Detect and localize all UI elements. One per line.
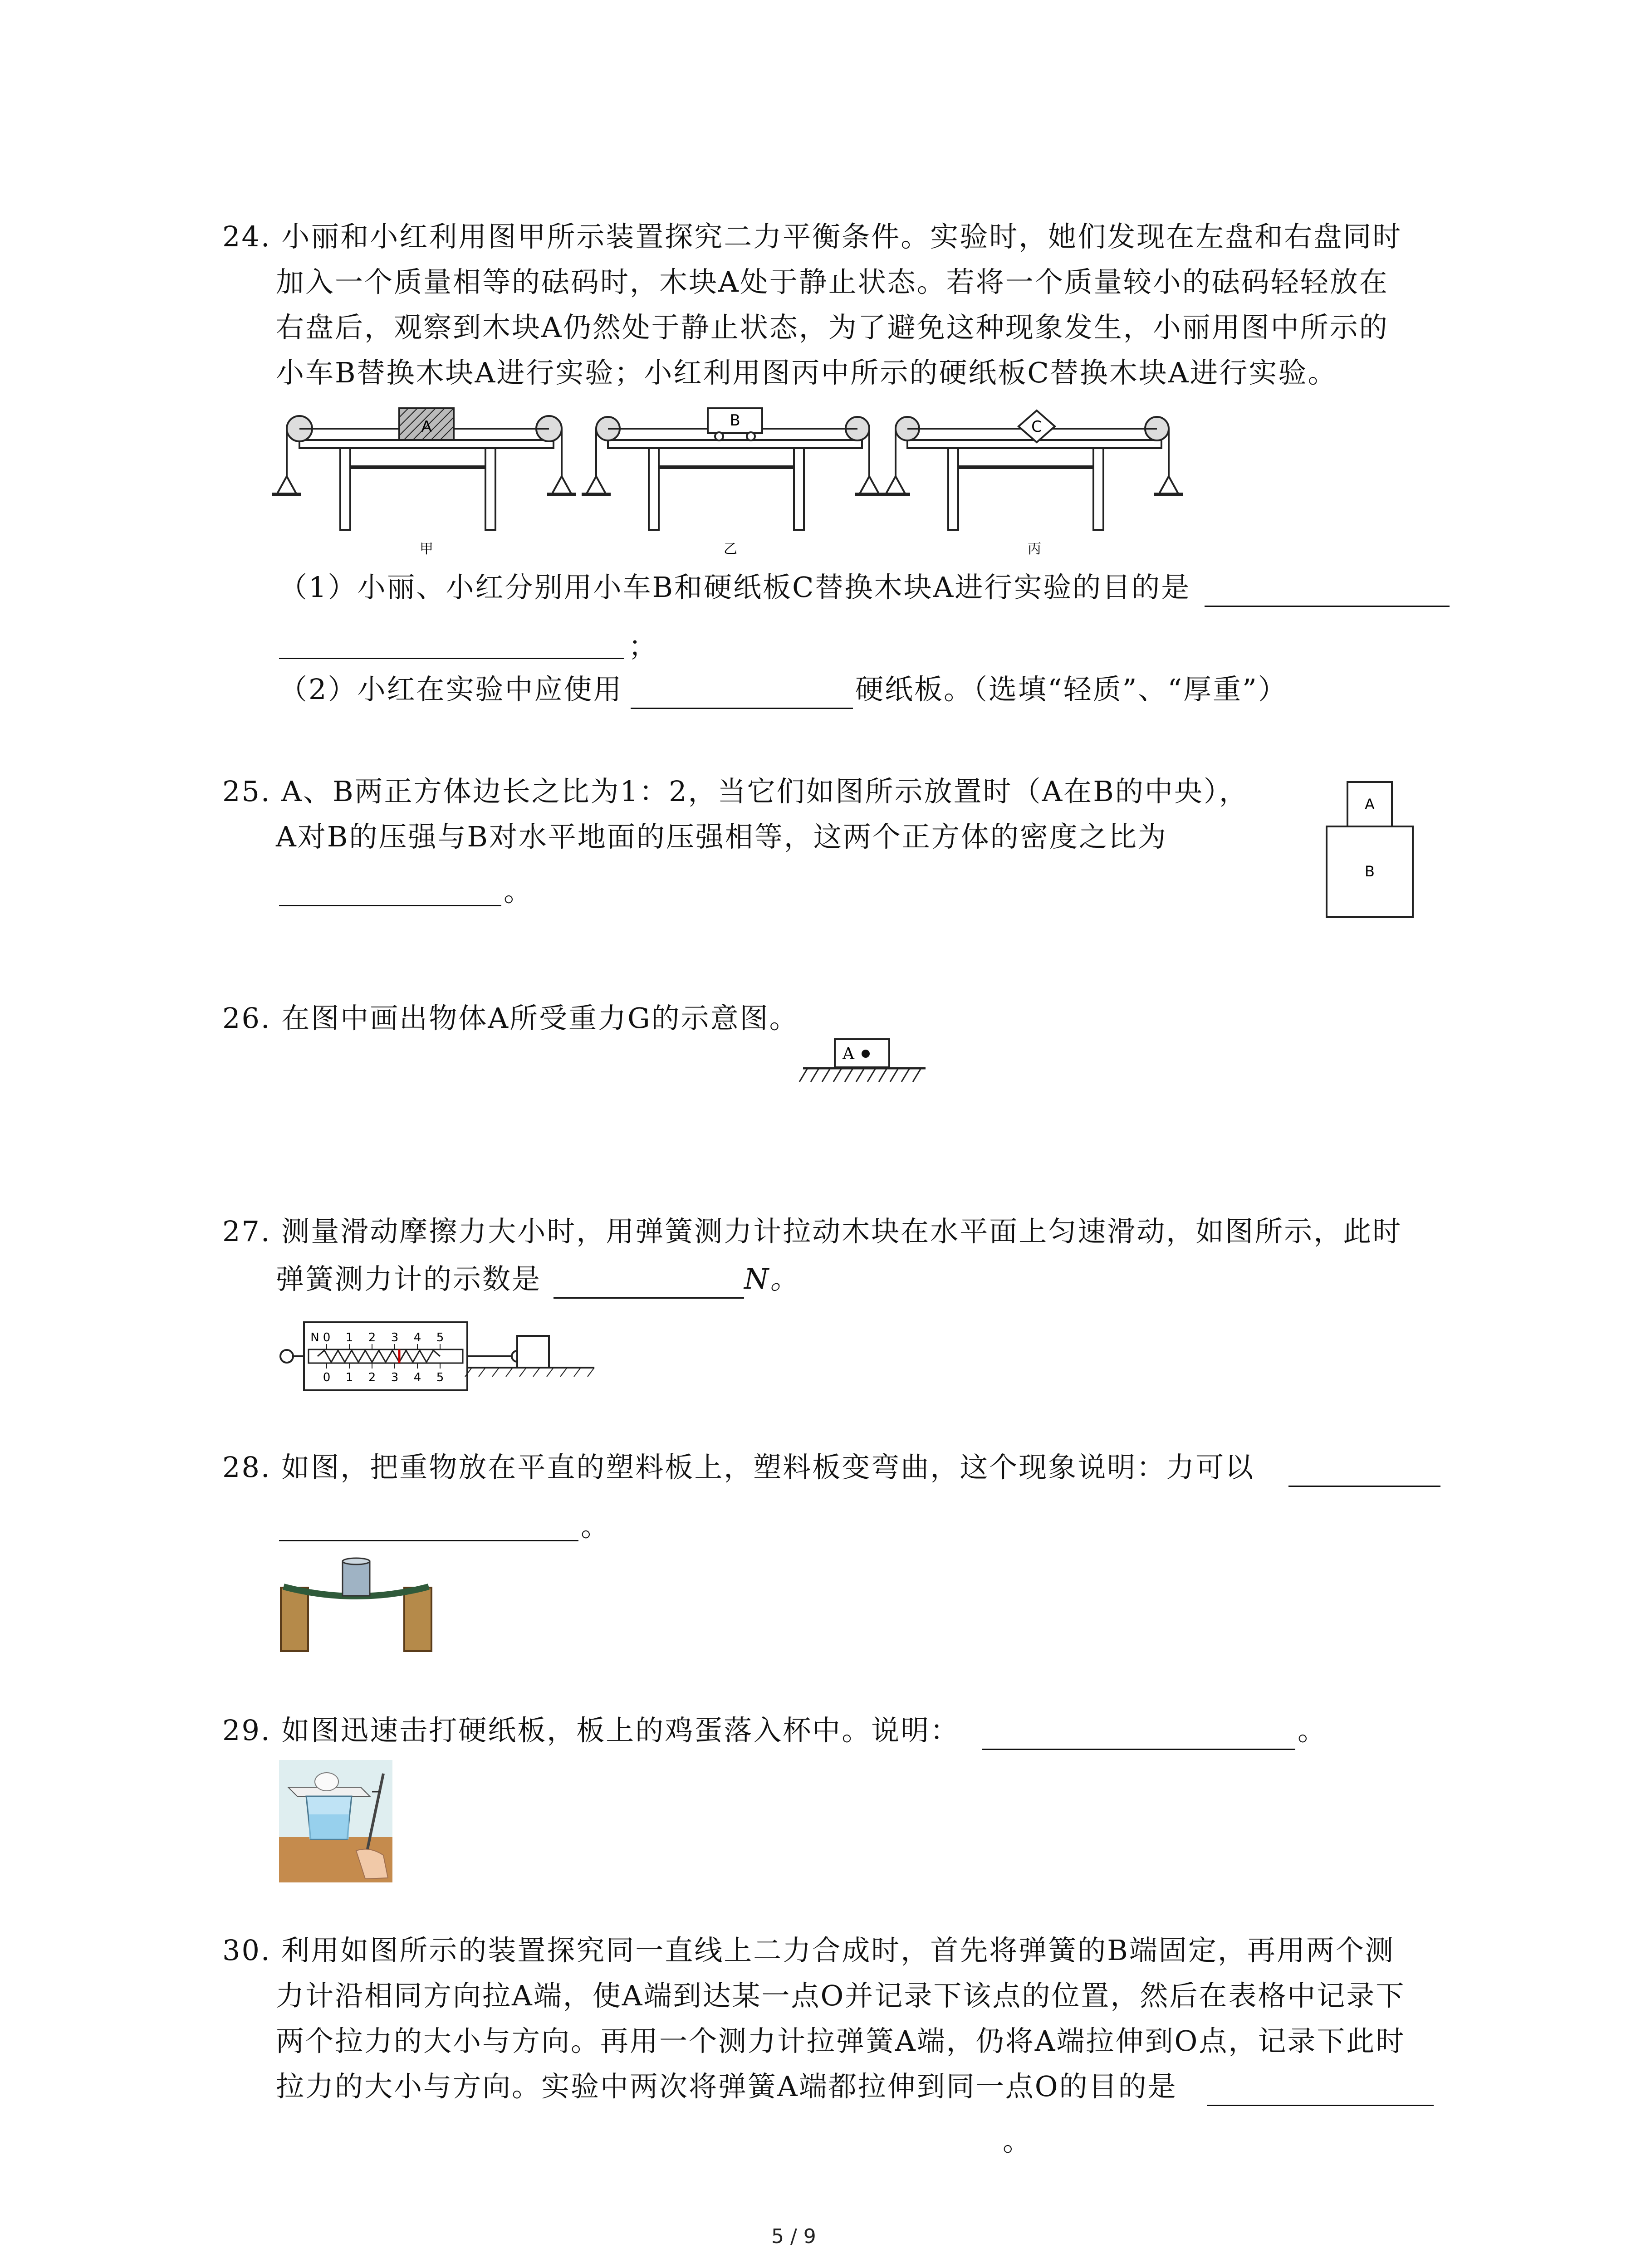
q27-unit: N。 — [744, 1262, 800, 1295]
q24-line3: 右盘后，观察到木块A仍然处于静止状态，为了避免这种现象发生，小丽用图中所示的 — [276, 311, 1389, 344]
q24-figure — [272, 399, 1202, 562]
q29-figure — [279, 1760, 392, 1882]
scale-top-3: 3 — [391, 1331, 399, 1344]
q30-answer-blank[interactable] — [1207, 2105, 1434, 2106]
scale-bottom-4: 4 — [413, 1371, 421, 1384]
q24-line4: 小车B替换木块A进行实验；小红利用图丙中所示的硬纸板C替换木块A进行实验。 — [276, 356, 1337, 389]
q28-answer-blank-2[interactable] — [279, 1540, 578, 1541]
scale-bottom-0: 0 — [323, 1371, 331, 1384]
q26-line1: 26. 在图中画出物体A所受重力G的示意图。 — [222, 1002, 799, 1035]
scale-top-4: 4 — [413, 1331, 421, 1344]
q30-line2: 力计沿相同方向拉A端，使A端到达某一点O并记录下该点的位置，然后在表格中记录下 — [276, 1979, 1406, 2012]
scale-top-5: 5 — [436, 1331, 444, 1344]
q28-line1: 28. 如图，把重物放在平直的塑料板上，塑料板变弯曲，这个现象说明：力可以 — [222, 1451, 1255, 1484]
q25-answer-blank[interactable] — [279, 905, 501, 906]
scale-bottom-1: 1 — [345, 1371, 353, 1384]
q24-line1: 24. 小丽和小红利用图甲所示装置探究二力平衡条件。实验时，她们发现在左盘和右盘同时 — [222, 220, 1402, 253]
q24-sub1-answer-blank[interactable] — [1205, 606, 1450, 607]
object-a-label: A — [843, 1045, 854, 1063]
q27-answer-blank[interactable] — [554, 1297, 744, 1299]
q27-line1: 27. 测量滑动摩擦力大小时，用弹簧测力计拉动木块在水平面上匀速滑动，如图所示，此时 — [222, 1215, 1402, 1248]
q29-line1: 29. 如图迅速击打硬纸板，板上的鸡蛋落入杯中。说明： — [222, 1714, 960, 1747]
q30-line3: 两个拉力的大小与方向。再用一个测力计拉弹簧A端，仍将A端拉伸到O点，记录下此时 — [276, 2024, 1406, 2058]
cube-a-label: A — [1365, 796, 1375, 813]
q25-line1: 25. A、B两正方体边长之比为1：2，当它们如图所示放置时（A在B的中央）， — [222, 775, 1249, 808]
q24-sub1: （1）小丽、小红分别用小车B和硬纸板C替换木块A进行实验的目的是 — [279, 571, 1191, 604]
scale-bottom-2: 2 — [368, 1371, 376, 1384]
cube-b-label: B — [1365, 863, 1375, 880]
heavy-weight — [343, 1561, 370, 1596]
q28-end: 。 — [581, 1510, 611, 1543]
q27-line2-pre: 弹簧测力计的示数是 — [276, 1262, 542, 1295]
fig-label-jia: 甲 — [420, 541, 433, 557]
q25-end: 。 — [504, 875, 534, 908]
q25-figure — [1325, 780, 1416, 921]
scale-top-2: 2 — [368, 1331, 376, 1344]
page-number: 5 / 9 — [771, 2225, 816, 2248]
q29-end: 。 — [1298, 1714, 1327, 1747]
q27-spring-scale-figure — [277, 1313, 599, 1390]
q26-figure — [803, 1036, 926, 1086]
q25-line2: A对B的压强与B对水平地面的压强相等，这两个正方体的密度之比为 — [276, 820, 1167, 853]
q24-sub1-end: ； — [628, 630, 658, 663]
scale-unit-label: N — [310, 1331, 319, 1344]
q24-sub2-answer-blank[interactable] — [631, 708, 853, 709]
egg — [315, 1773, 338, 1791]
q24-sub2-pre: （2）小红在实验中应使用 — [279, 673, 623, 706]
scale-bottom-5: 5 — [436, 1371, 444, 1384]
q29-answer-blank[interactable] — [982, 1749, 1295, 1750]
scale-top-0: 0 — [323, 1331, 331, 1344]
wooden-block — [517, 1336, 549, 1368]
q28-answer-blank[interactable] — [1288, 1486, 1440, 1487]
cart-b-label: B — [730, 411, 740, 430]
q24-sub1-answer-blank-2[interactable] — [279, 658, 624, 659]
left-support — [281, 1588, 308, 1651]
scale-top-1: 1 — [345, 1331, 353, 1344]
block-a-label: A — [421, 418, 432, 436]
card-c-label: C — [1031, 418, 1042, 436]
q30-end: 。 — [1003, 2124, 1033, 2157]
q24-sub2-post: 硬纸板。（选填“轻质”、“厚重”） — [855, 673, 1288, 706]
fig-label-bing: 丙 — [1028, 541, 1041, 557]
scale-bottom-3: 3 — [391, 1371, 399, 1384]
q24-line2: 加入一个质量相等的砝码时，木块A处于静止状态。若将一个质量较小的砝码轻轻放在 — [276, 265, 1389, 298]
center-of-gravity-dot — [862, 1050, 870, 1058]
fig-label-yi: 乙 — [724, 541, 737, 557]
q28-figure — [279, 1556, 433, 1656]
q30-line4: 拉力的大小与方向。实验中两次将弹簧A端都拉伸到同一点O的目的是 — [276, 2070, 1177, 2103]
right-support — [404, 1588, 431, 1651]
q30-line1: 30. 利用如图所示的装置探究同一直线上二力合成时，首先将弹簧的B端固定，再用两个测 — [222, 1934, 1395, 1967]
